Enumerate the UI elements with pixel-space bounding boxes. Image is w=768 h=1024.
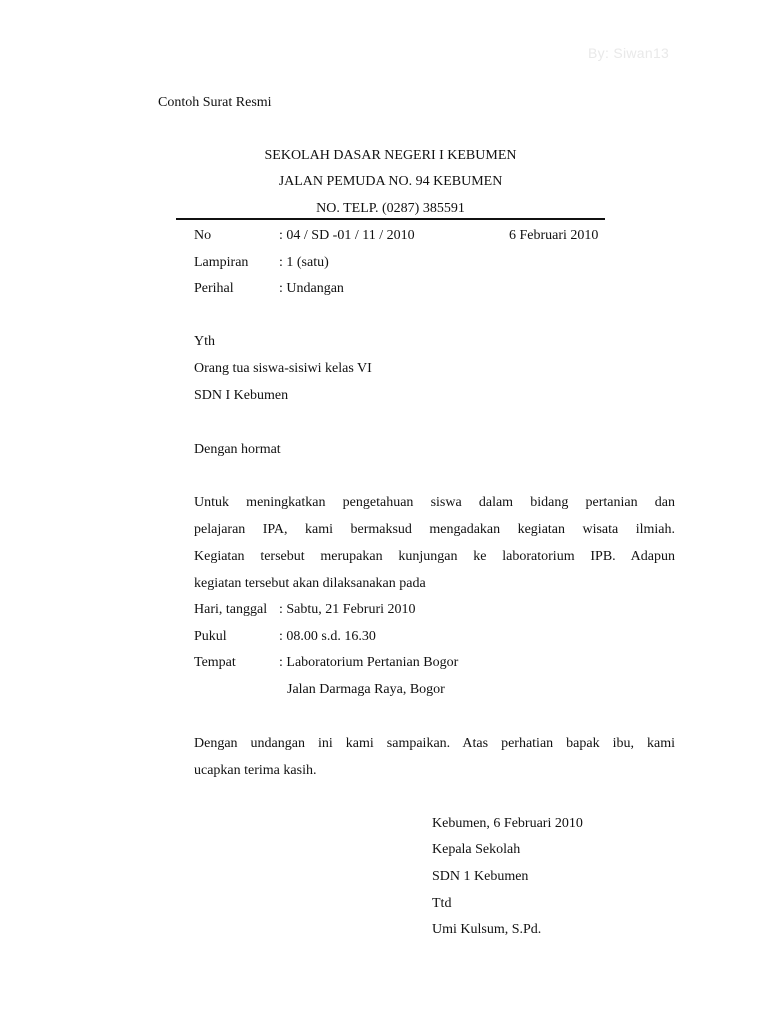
letter-date: 6 Februari 2010 [509,228,599,243]
event-hari-value: : Sabtu, 21 Februri 2010 [279,602,416,617]
signature-ttd: Ttd [432,896,452,911]
body-line-4: kegiatan tersebut akan dilaksanakan pada [194,576,426,591]
closing-line-1: Dengan undangan ini kami sampaikan. Atas perhatian bapak ibu, kami [194,736,675,751]
event-tempat-value-2: Jalan Darmaga Raya, Bogor [287,682,445,697]
event-pukul-value: : 08.00 s.d. 16.30 [279,629,376,644]
recipient-line-2: SDN I Kebumen [194,388,289,403]
event-tempat-label: Tempat [194,655,236,670]
meta-lampiran-value: : 1 (satu) [279,255,329,270]
body-line-2: pelajaran IPA, kami bermaksud mengadakan kegiatan wisata ilmiah. [194,522,675,537]
meta-lampiran-label: Lampiran [194,255,249,270]
letterhead-phone: NO. TELP. (0287) 385591 [316,201,465,216]
closing-line-2: ucapkan terima kasih. [194,763,317,778]
event-hari-label: Hari, tanggal [194,602,268,617]
greeting: Dengan hormat [194,442,281,457]
signature-position: Kepala Sekolah [432,842,521,857]
meta-no-value: : 04 / SD -01 / 11 / 2010 [279,228,415,243]
event-tempat-value: : Laboratorium Pertanian Bogor [279,655,459,670]
meta-perihal-label: Perihal [194,281,234,296]
signature-place-date: Kebumen, 6 Februari 2010 [432,816,583,831]
letterhead-address: JALAN PEMUDA NO. 94 KEBUMEN [278,174,503,189]
letterhead-school-name: SEKOLAH DASAR NEGERI I KEBUMEN [264,148,517,163]
signature-name: Umi Kulsum, S.Pd. [432,922,542,937]
letterhead-divider [176,218,605,220]
body-line-1: Untuk meningkatkan pengetahuan siswa dalam bidang pertanian dan [194,495,675,510]
body-paragraph [194,489,675,597]
meta-perihal-value: : Undangan [279,281,344,296]
signature-school: SDN 1 Kebumen [432,869,529,884]
watermark-text: By: Siwan13 [588,45,670,61]
event-pukul-label: Pukul [194,629,227,644]
body-line-3: Kegiatan tersebut merupakan kunjungan ke laboratorium IPB. Adapun [194,549,675,564]
recipient-line-1: Orang tua siswa-sisiwi kelas VI [194,361,372,376]
recipient-yth: Yth [194,334,215,349]
closing-paragraph [194,730,675,784]
meta-no-label: No [194,228,212,243]
document-title: Contoh Surat Resmi [158,95,272,110]
